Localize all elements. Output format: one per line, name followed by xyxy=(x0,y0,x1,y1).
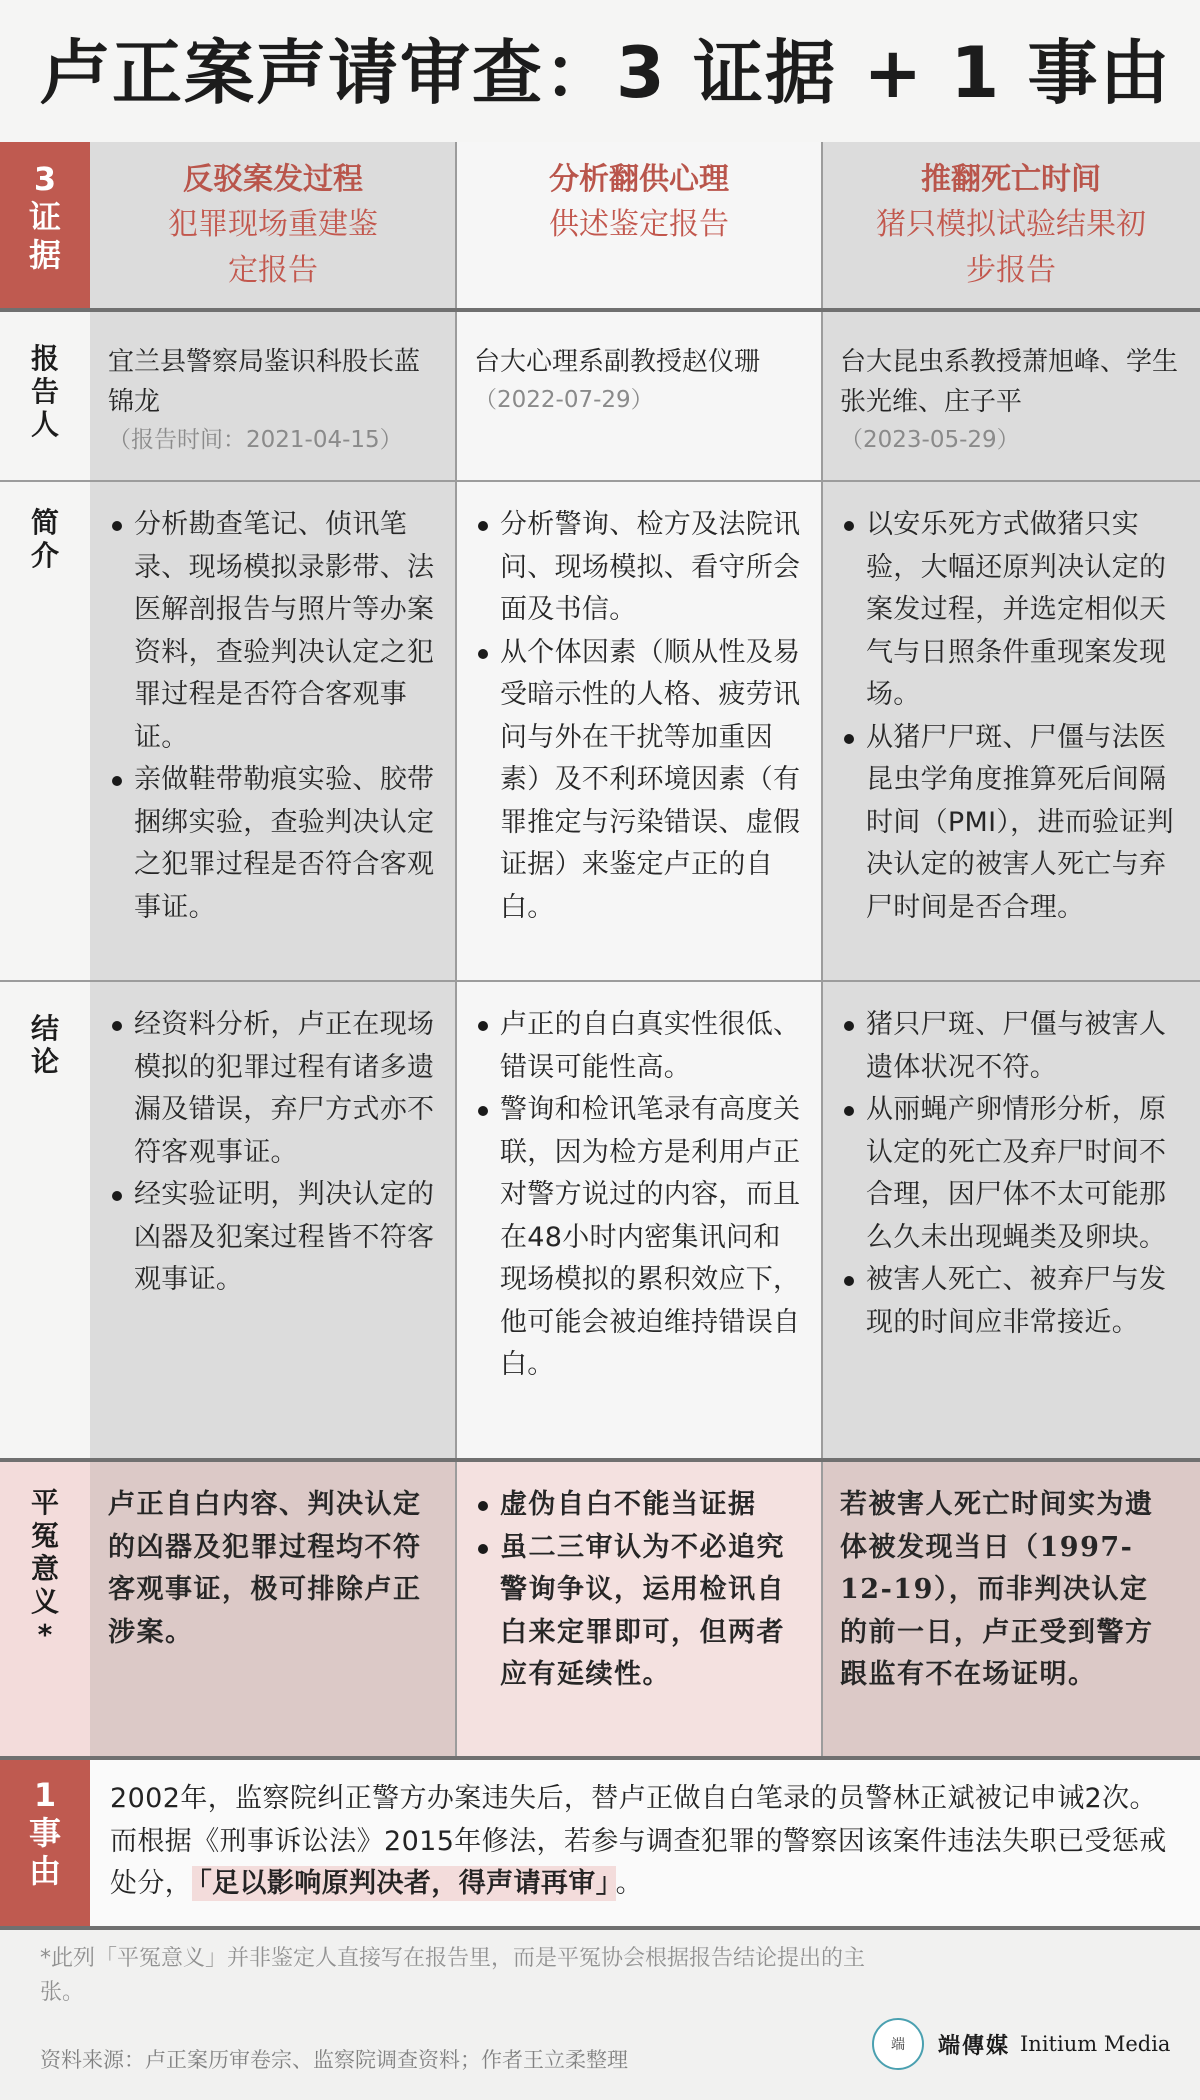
page-title: 卢正案声请审查：3 证据 + 1 事由 xyxy=(40,32,1172,114)
conclusion-cell-3 xyxy=(822,982,1200,1458)
reporter-cell-3 xyxy=(822,312,1200,480)
reason-body: 2002年，监察院纠正警方办案违失后，替卢正做自白笔录的员警林正斌被记申诫2次。而根据《刑事诉讼法》2015年修法，若参与调查犯罪的警察因该案件违法失职已受惩戒处分， xyxy=(110,1783,1167,1899)
list-item: 经资料分析，卢正在现场模拟的犯罪过程有诸多遗漏及错误，弃尸方式亦不符客观事证。 xyxy=(102,1004,440,1174)
header-row xyxy=(0,142,1200,312)
intro-cell-2 xyxy=(456,482,822,980)
bullet-list xyxy=(90,482,456,929)
bullet-list xyxy=(90,982,456,1302)
list-item: 亲做鞋带勒痕实验、胶带捆绑实验，查验判决认定之犯罪过程是否符合客观事证。 xyxy=(102,759,440,929)
conclusion-row xyxy=(0,982,1200,1462)
report-date: （报告时间：2021-04-15） xyxy=(108,427,403,453)
column-heading: 推翻死亡时间 xyxy=(921,162,1101,197)
row-label-significance: 平冤意义* xyxy=(0,1462,90,1756)
report-date: （2023-05-29） xyxy=(840,427,1020,453)
column-divider xyxy=(821,312,823,480)
list-item: 被害人死亡、被弃尸与发现的时间应非常接近。 xyxy=(834,1259,1184,1344)
list-item: 卢正的自白真实性很低、错误可能性高。 xyxy=(468,1004,806,1089)
list-item: 警询和检讯笔录有高度关联，因为检方是利用卢正对警方说过的内容，而且在48小时内密集讯问和现场模拟的累积效应下，他可能会被迫维持错误自白。 xyxy=(468,1089,806,1387)
reporter-name: 宜兰县警察局鉴识科股长蓝锦龙 xyxy=(108,347,421,417)
reporter-name: 台大昆虫系教授萧旭峰、学生张光维、庄子平 xyxy=(840,347,1179,417)
list-item: 从个体因素（顺从性及易受暗示性的人格、疲劳讯问与外在干扰等加重因素）及不利环境因素（有罪推定与污染错误、虚假证据）来鉴定卢正的自白。 xyxy=(468,632,806,930)
footnote: *此列「平冤意义」并非鉴定人直接写在报告里，而是平冤协会根据报告结论提出的主张。 xyxy=(40,1946,866,2005)
list-item: 从猪尸尸斑、尸僵与法医昆虫学角度推算死后间隔时间（PMI），进而验证判决认定的被害人死亡与弃尸时间是否合理。 xyxy=(834,717,1184,930)
reporter-cell-1 xyxy=(90,312,456,480)
reporter-name: 台大心理系副教授赵仪珊 xyxy=(474,347,761,377)
column-divider xyxy=(455,482,457,980)
significance-cell-2 xyxy=(456,1462,822,1756)
column-divider xyxy=(455,1462,457,1756)
highlighted-quote: 「足以影响原判决者，得声请再审」 xyxy=(192,1866,615,1901)
significance-row xyxy=(0,1462,1200,1760)
column-divider xyxy=(821,982,823,1458)
header-cell-2 xyxy=(456,142,822,308)
column-heading: 反驳案发过程 xyxy=(183,162,363,197)
conclusion-cell-1 xyxy=(90,982,456,1458)
header-cell-3 xyxy=(822,142,1200,308)
bullet-list xyxy=(456,482,822,929)
bullet-list xyxy=(456,982,822,1387)
significance-text: 若被害人死亡时间实为遗体被发现当日（1997-12-19），而非判决认定的前一日，卢正受到警方跟监有不在场证明。 xyxy=(840,1489,1154,1690)
conclusion-cell-2 xyxy=(456,982,822,1458)
source-credit: 资料来源：卢正案历审卷宗、监察院调查资料；作者王立柔整理 xyxy=(40,2048,628,2072)
column-divider xyxy=(455,142,457,308)
reporter-cell-2 xyxy=(456,312,822,480)
column-divider xyxy=(455,312,457,480)
initium-logo-icon: 端 xyxy=(872,2018,924,2070)
column-divider xyxy=(821,482,823,980)
brand-name-cn: 端傳媒 xyxy=(938,2033,1011,2059)
column-subheading: 供述鉴定报告 xyxy=(549,207,729,242)
list-item: 虚伪自白不能当证据 xyxy=(468,1484,806,1527)
bullet-list xyxy=(822,482,1200,929)
brand xyxy=(872,2018,1170,2070)
intro-cell-3 xyxy=(822,482,1200,980)
reason-end: 。 xyxy=(615,1868,644,1899)
row-label-reporter: 报告人 xyxy=(30,342,59,441)
row-label-intro: 简介 xyxy=(30,506,59,572)
list-item: 从丽蝇产卵情形分析，原认定的死亡及弃尸时间不合理，因尸体不太可能那么久未出现蝇类及卵块。 xyxy=(834,1089,1184,1259)
list-item: 猪只尸斑、尸僵与被害人遗体状况不符。 xyxy=(834,1004,1184,1089)
row-label-reason: 1事由 xyxy=(0,1760,90,1926)
footer xyxy=(0,1930,1200,2100)
row-label-evidence: 3证据 xyxy=(0,142,90,308)
column-divider xyxy=(821,142,823,308)
column-divider xyxy=(821,1462,823,1756)
list-item: 分析勘查笔记、侦讯笔录、现场模拟录影带、法医解剖报告与照片等办案资料，查验判决认定之犯罪过程是否符合客观事证。 xyxy=(102,504,440,759)
column-subheading: 犯罪现场重建鉴定报告 xyxy=(168,207,378,288)
reason-row xyxy=(0,1760,1200,1930)
column-divider xyxy=(455,982,457,1458)
bullet-list xyxy=(456,1462,822,1697)
significance-text: 卢正自白内容、判决认定的凶器及犯罪过程均不符客观事证，极可排除卢正涉案。 xyxy=(108,1489,422,1648)
list-item: 虽二三审认为不必追究警询争议，运用检讯自白来定罪即可，但两者应有延续性。 xyxy=(468,1527,806,1697)
list-item: 以安乐死方式做猪只实验，大幅还原判决认定的案发过程，并选定相似天气与日照条件重现案发现场。 xyxy=(834,504,1184,717)
row-label-conclusion: 结论 xyxy=(30,1012,59,1078)
report-date: （2022-07-29） xyxy=(474,387,654,413)
bullet-list xyxy=(822,982,1200,1344)
column-subheading: 猪只模拟试验结果初步报告 xyxy=(876,207,1146,288)
column-heading: 分析翻供心理 xyxy=(549,162,729,197)
intro-row xyxy=(0,482,1200,982)
list-item: 经实验证明，判决认定的凶器及犯案过程皆不符客观事证。 xyxy=(102,1174,440,1302)
list-item: 分析警询、检方及法院讯问、现场模拟、看守所会面及书信。 xyxy=(468,504,806,632)
reason-text xyxy=(90,1760,1200,1926)
title-bar xyxy=(0,0,1200,142)
intro-cell-1 xyxy=(90,482,456,980)
reporter-row xyxy=(0,312,1200,482)
header-cell-1 xyxy=(90,142,456,308)
significance-cell-1 xyxy=(90,1462,456,1756)
brand-name-en: Initium Media xyxy=(1020,2032,1171,2056)
significance-cell-3 xyxy=(822,1462,1200,1756)
